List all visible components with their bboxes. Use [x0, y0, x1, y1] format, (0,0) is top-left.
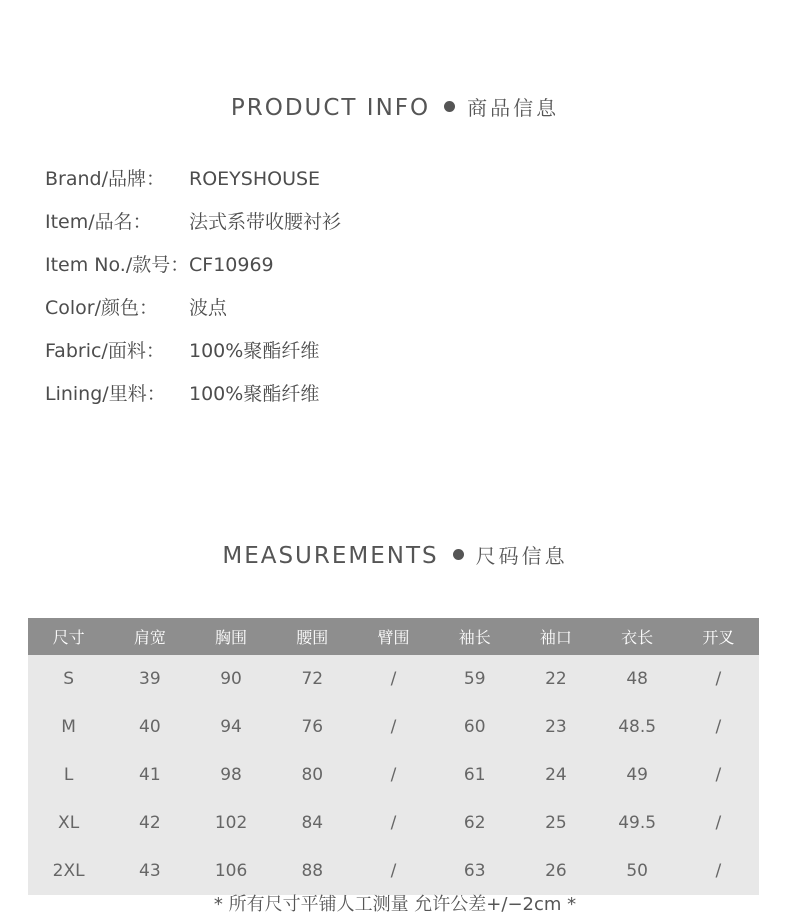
- table-cell: 22: [545, 669, 567, 689]
- table-cell: 43: [139, 861, 161, 881]
- table-cell: /: [715, 861, 722, 881]
- table-cell: 48: [626, 669, 648, 689]
- header-arm: 臂围: [377, 628, 410, 647]
- table-cell: /: [715, 765, 722, 785]
- table-cell: 60: [463, 717, 486, 737]
- table-cell: 40: [139, 717, 161, 737]
- info-value: ROEYSHOUSE: [189, 168, 321, 190]
- size-table: [28, 618, 759, 895]
- table-cell: 94: [220, 717, 242, 737]
- table-cell: /: [390, 669, 397, 689]
- table-cell: S: [63, 669, 74, 689]
- info-row-brand: [45, 164, 320, 191]
- measurement-note: * 所有尺寸平铺人工测量 允许公差+/−2cm *: [213, 894, 577, 915]
- table-row: [28, 799, 759, 847]
- table-cell: 26: [545, 861, 567, 881]
- table-cell: 72: [301, 669, 324, 689]
- table-cell: 106: [214, 861, 248, 881]
- header-size: 尺寸: [52, 628, 85, 647]
- header-sleeve-length: 袖长: [458, 628, 491, 647]
- table-row: [28, 703, 759, 751]
- header-length: 衣长: [621, 628, 654, 647]
- info-label: Item/品名：: [45, 211, 152, 233]
- bullet-dot-icon: [444, 101, 455, 112]
- table-cell: 59: [463, 669, 486, 689]
- table-cell: 41: [139, 765, 161, 785]
- info-label: Brand/品牌：: [45, 168, 165, 190]
- table-cell: 24: [545, 765, 567, 785]
- table-cell: 61: [463, 765, 486, 785]
- table-cell: 76: [301, 717, 324, 737]
- bullet-dot-icon: [453, 549, 464, 560]
- measurements-title-cn: 尺码信息: [475, 544, 568, 568]
- table-cell: 48.5: [618, 717, 657, 737]
- header-waist: 腰围: [296, 628, 329, 647]
- table-cell: /: [715, 813, 722, 833]
- size-table-header-row: [28, 618, 759, 655]
- table-cell: /: [390, 717, 397, 737]
- table-row: [28, 751, 759, 799]
- info-value: CF10969: [189, 254, 274, 276]
- table-cell: /: [390, 861, 397, 881]
- info-label: Color/颜色：: [45, 297, 159, 319]
- table-cell: 63: [463, 861, 486, 881]
- table-cell: 42: [139, 813, 161, 833]
- product-info-title-en: PRODUCT INFO: [230, 95, 431, 121]
- table-cell: /: [715, 717, 722, 737]
- info-label: Item No./款号：: [45, 254, 190, 276]
- table-row: [28, 847, 759, 895]
- info-row-item-no: [45, 250, 274, 277]
- table-cell: 49: [626, 765, 648, 785]
- info-value: 波点: [189, 297, 228, 319]
- info-value: 100%聚酯纤维: [189, 340, 320, 362]
- table-cell: 2XL: [52, 861, 85, 881]
- header-slit: 开叉: [702, 628, 735, 647]
- table-cell: /: [715, 669, 722, 689]
- table-cell: 39: [139, 669, 161, 689]
- header-shoulder: 肩宽: [133, 628, 166, 647]
- table-cell: 84: [301, 813, 324, 833]
- table-cell: L: [63, 765, 74, 785]
- table-row: [28, 655, 759, 703]
- info-value: 100%聚酯纤维: [189, 383, 320, 405]
- table-cell: 102: [214, 813, 248, 833]
- table-cell: 62: [463, 813, 486, 833]
- info-row-color: [45, 293, 227, 320]
- header-bust: 胸围: [215, 628, 248, 647]
- table-cell: 49.5: [618, 813, 657, 833]
- product-info-title-cn: 商品信息: [467, 96, 560, 120]
- info-row-lining: [45, 379, 319, 406]
- table-cell: /: [390, 765, 397, 785]
- table-cell: 88: [301, 861, 324, 881]
- table-cell: 80: [301, 765, 324, 785]
- table-cell: 25: [545, 813, 567, 833]
- table-cell: 98: [220, 765, 242, 785]
- table-cell: XL: [58, 813, 80, 833]
- measurements-title-en: MEASUREMENTS: [222, 543, 439, 569]
- measurements-heading: [0, 540, 790, 569]
- header-cuff: 袖口: [539, 628, 572, 647]
- info-value: 法式系带收腰衬衫: [189, 211, 342, 233]
- info-label: Lining/里料：: [45, 383, 166, 405]
- product-info-heading: [0, 92, 790, 121]
- table-cell: M: [61, 717, 76, 737]
- info-row-fabric: [45, 336, 319, 363]
- table-cell: 23: [545, 717, 567, 737]
- info-row-item: [45, 207, 341, 234]
- info-label: Fabric/面料：: [45, 340, 165, 362]
- table-cell: /: [390, 813, 397, 833]
- table-cell: 90: [220, 669, 242, 689]
- table-cell: 50: [626, 861, 648, 881]
